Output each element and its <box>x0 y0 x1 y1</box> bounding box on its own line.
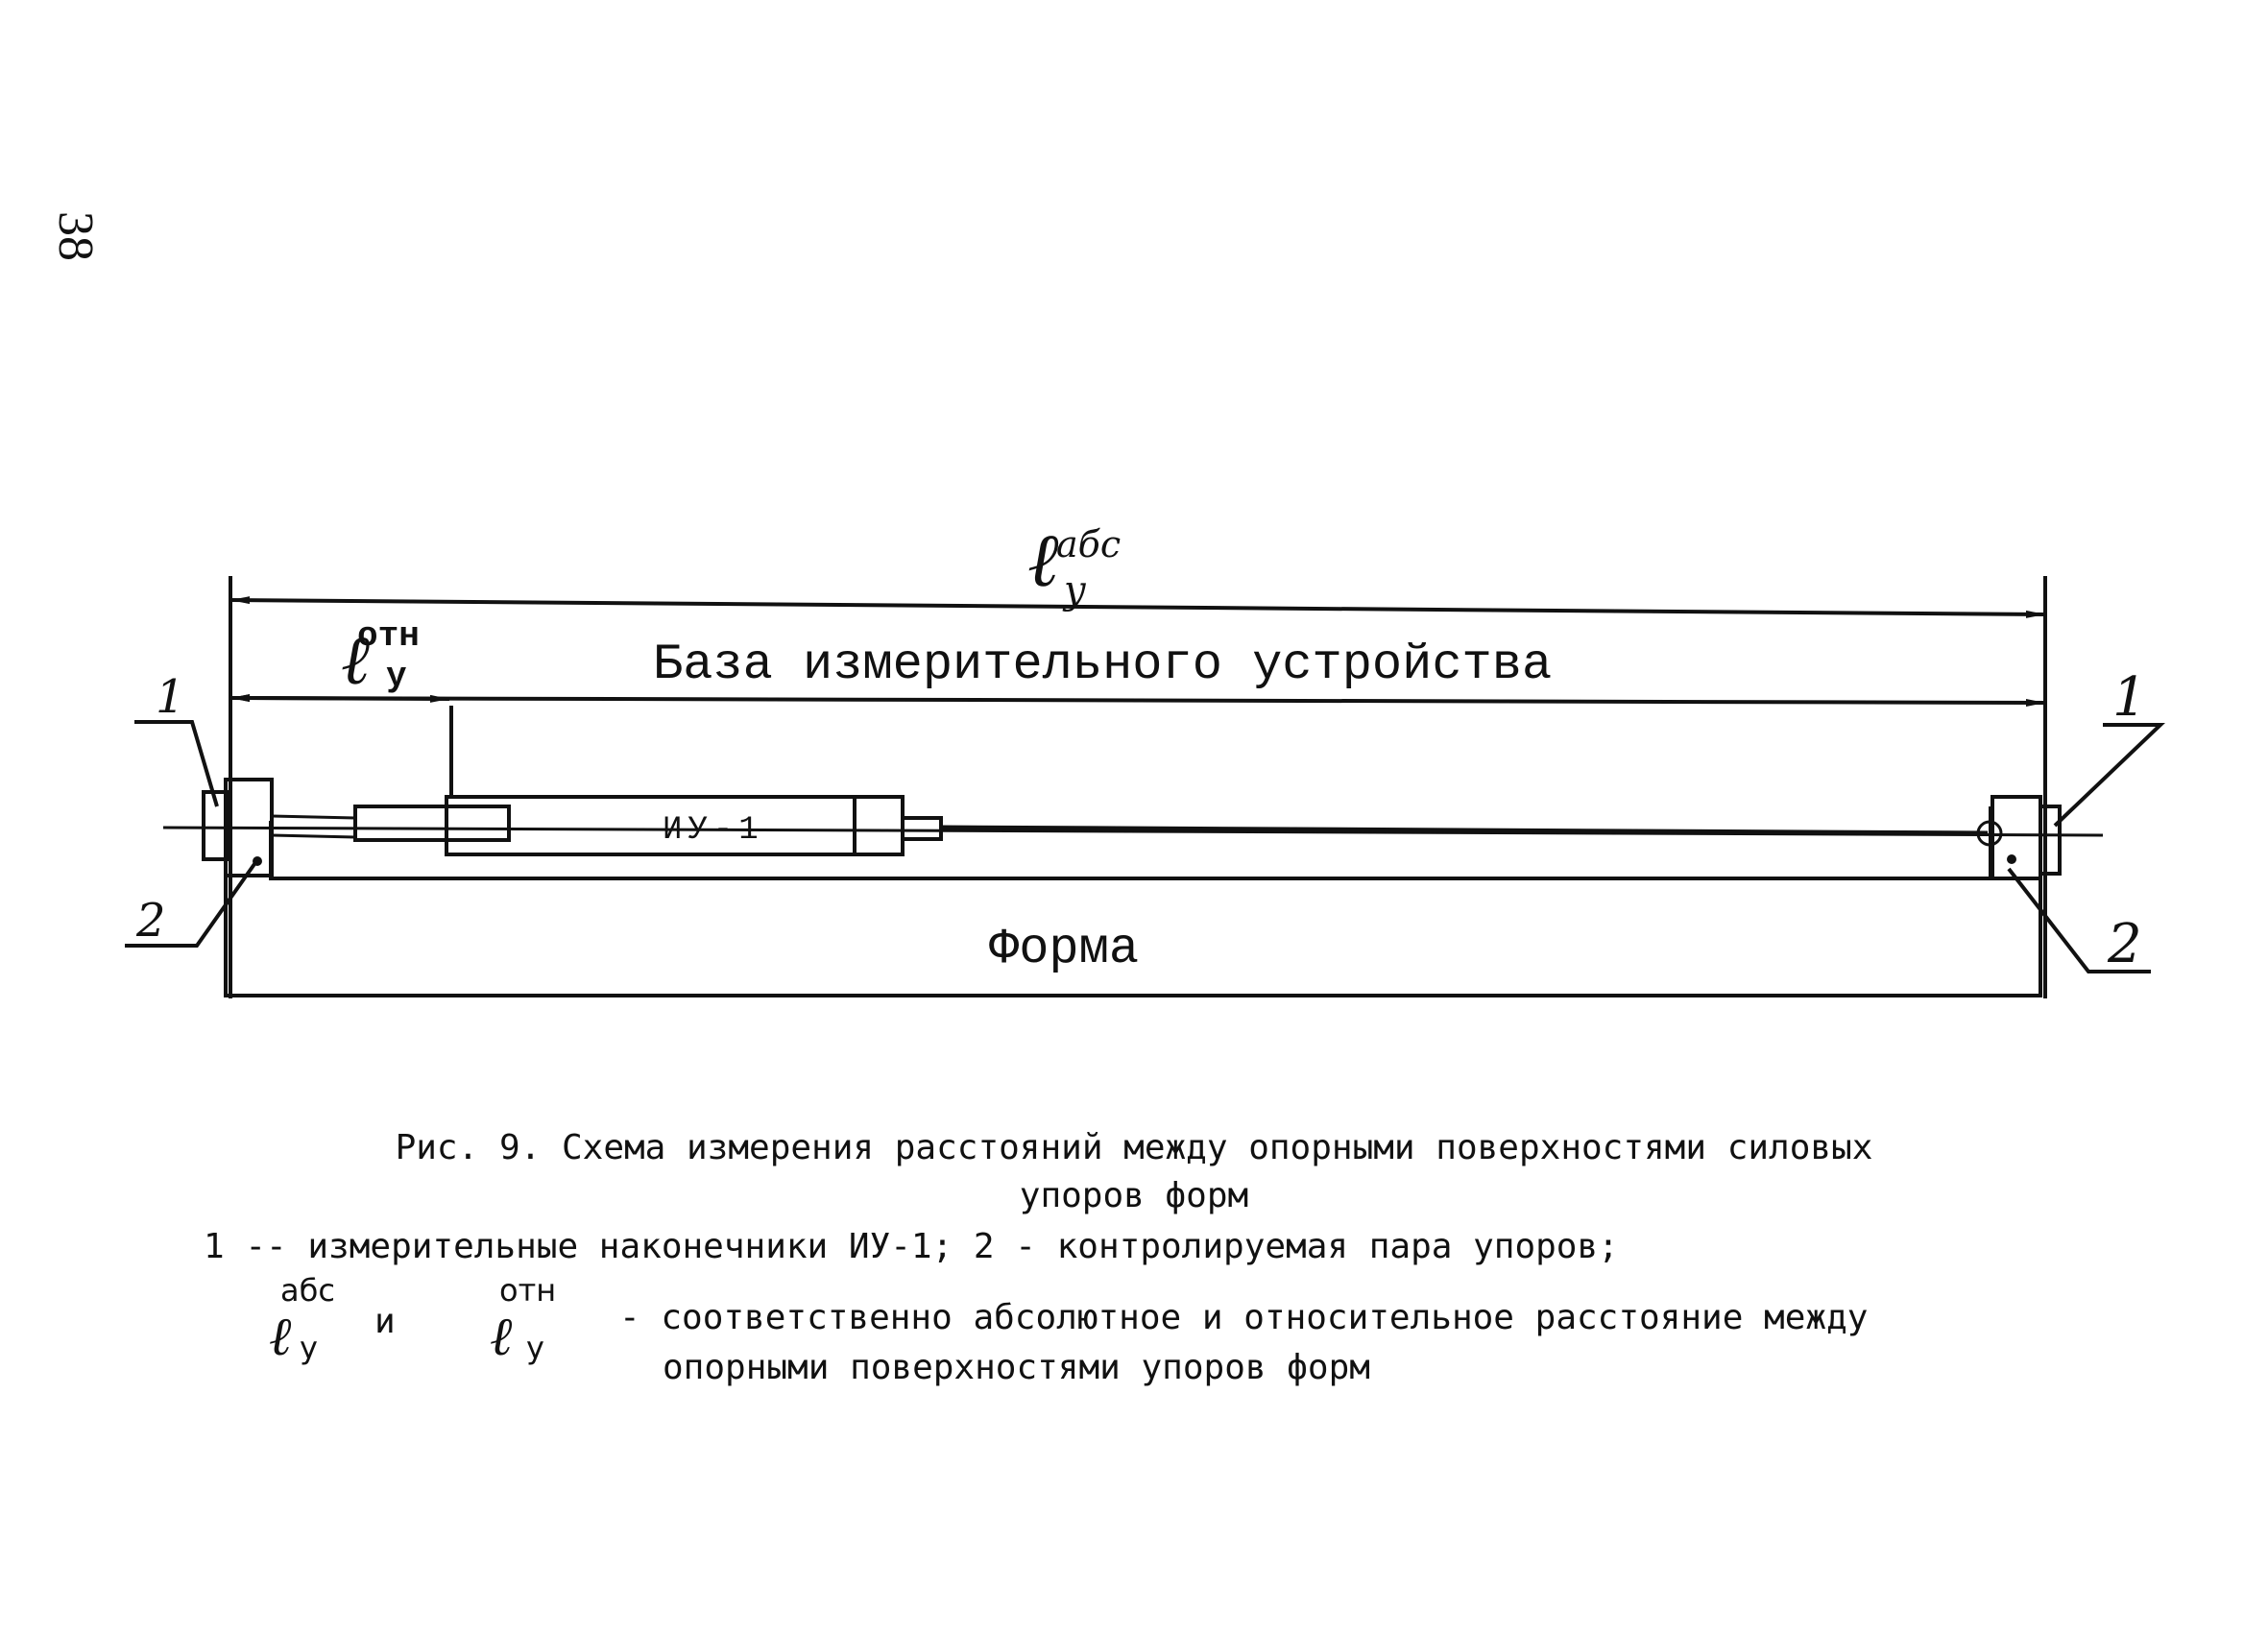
form-inner-rail <box>271 806 1991 878</box>
callout-label-right-top: 1 <box>2112 666 2147 729</box>
dim-abs-sup: абс <box>1056 523 1122 565</box>
legend-sym-abs-sup: абс <box>280 1272 335 1309</box>
device-sleeve <box>355 806 509 840</box>
dim-abs-sub: у <box>1064 568 1087 613</box>
callout-label-left-top: 1 <box>156 670 185 724</box>
legend-sym-rel-sup: отн <box>499 1272 557 1309</box>
dim-rel-sup: отн <box>357 616 420 656</box>
callout-label-right-bottom: 2 <box>2108 913 2142 975</box>
device-rod-left <box>272 816 355 818</box>
dimension-line-abs <box>230 600 2045 614</box>
base-label: База измерительного устройства <box>653 637 1553 693</box>
dim-rel-sub: у <box>386 657 407 696</box>
dimension-line-base <box>230 698 2045 703</box>
right-stop-dot <box>2007 854 2016 864</box>
callout-line-right-top <box>2055 725 2160 826</box>
caption-line-2: упоров форм <box>1019 1176 1249 1215</box>
device-rod-left-2 <box>272 835 355 837</box>
left-stop-dot <box>253 856 262 866</box>
device-label: ИУ-1 <box>663 812 764 849</box>
legend-conj: и <box>374 1302 396 1341</box>
legend-desc-line-1: - соответственно абсолютное и относительное расстояние между <box>619 1298 1869 1337</box>
legend-sym-rel-sub: у <box>526 1330 544 1366</box>
legend-sym-rel-base: ℓ <box>490 1306 513 1368</box>
dimension-line-rel <box>230 698 449 699</box>
device-end-tip <box>903 818 941 839</box>
legend-sym-abs-sub: у <box>300 1330 318 1366</box>
legend-desc-line-2: опорными поверхностями упоров форм <box>663 1348 1370 1387</box>
legend-sym-abs-base: ℓ <box>269 1306 292 1368</box>
dim-rel-base: ℓ <box>341 619 370 700</box>
legend-item-1: 1 -- измерительные наконечники ИУ-1; 2 - контролируемая пара упоров; <box>204 1227 1619 1266</box>
page-number: 38 <box>48 211 103 261</box>
caption-line-1: Рис. 9. Схема измерения расстояний между опорными поверхностями силовых <box>395 1128 1873 1167</box>
callout-label-left-bottom: 2 <box>136 894 166 948</box>
form-label: Форма <box>989 921 1140 977</box>
dim-abs-base: ℓ <box>1027 517 1059 604</box>
